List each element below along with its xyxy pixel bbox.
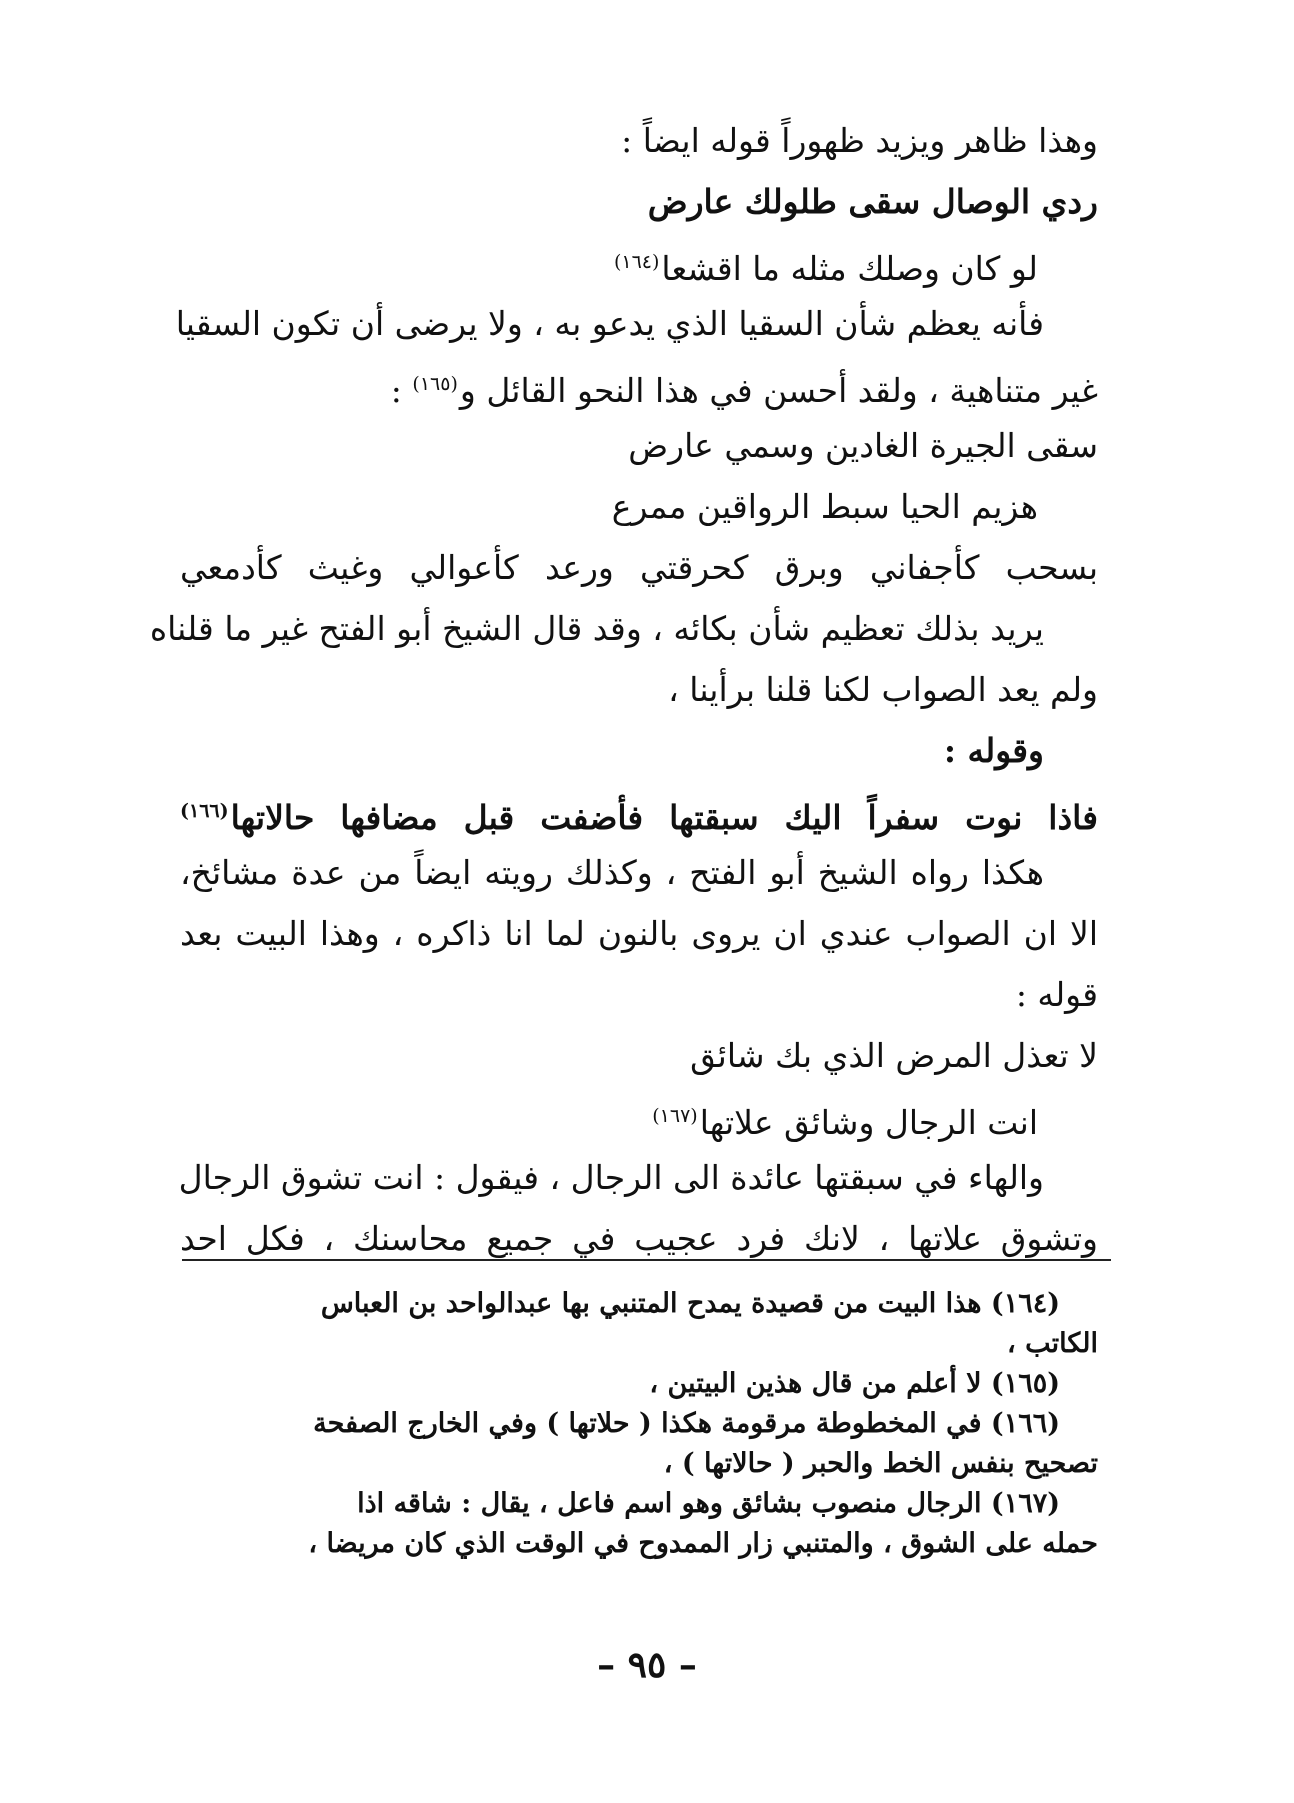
footnote-164-continued: الكاتب ، (1006, 1328, 1098, 1359)
verse-text: فاذا نوت سفراً اليك سبقتها فأضفت قبل مضافها حالاتها (230, 798, 1098, 837)
text-line (180, 354, 1098, 415)
footnote-ref-167: (١٦٧) (652, 1105, 698, 1127)
text-line: يريد بذلك تعظيم شأن بكائه ، وقد قال الشيخ أبو الفتح غير ما قلناه (149, 609, 1044, 648)
footnote-166: (١٦٦) في المخطوطة مرقومة هكذا ( حلاتها ) وفي الخارج الصفحة (313, 1408, 1060, 1439)
text-line: هكذا رواه الشيخ أبو الفتح ، وكذلك رويته ايضاً من عدة مشائخ، (180, 853, 1044, 892)
text-line: وقوله : (943, 731, 1044, 770)
text-line: وهذا ظاهر ويزيد ظهوراً قوله ايضاً : (621, 121, 1098, 160)
footnote-divider (182, 1259, 1111, 1261)
footnote-ref-164: (١٦٤) (613, 251, 660, 273)
footnote-167-continued: حمله على الشوق ، والمتنبي زار الممدوح في الوقت الذي كان مريضا ، (308, 1528, 1098, 1559)
verse-line (180, 232, 1098, 293)
text-span-tail: و (459, 371, 487, 410)
text-span: غير متناهية ، ولقد أحسن في هذا النحو القائل (486, 371, 1098, 410)
text-span-end: : (390, 371, 413, 410)
text-line: ولم يعد الصواب لكنا قلنا برأينا ، (668, 670, 1098, 709)
footnote-164: (١٦٤) هذا البيت من قصيدة يمدح المتنبي بها عبدالواحد بن العباس (320, 1288, 1060, 1319)
footnote-165: (١٦٥) لا أعلم من قال هذين البيتين ، (649, 1368, 1060, 1399)
footnote-166-continued: تصحيح بنفس الخط والحبر ( حالاتها ) ، (663, 1448, 1098, 1479)
footnote-ref-165: (١٦٥) (412, 373, 458, 395)
text-line: وتشوق علاتها ، لانك فرد عجيب في جميع محاسنك ، فكل احد (180, 1219, 1098, 1258)
text-line: الا ان الصواب عندي ان يروى بالنون لما انا ذاكره ، وهذا البيت بعد (180, 914, 1098, 953)
text-line: فأنه يعظم شأن السقيا الذي يدعو به ، ولا يرضى أن تكون السقيا (175, 304, 1044, 343)
verse-line (180, 781, 1098, 842)
verse-line: سقى الجيرة الغادين وسمي عارض (628, 426, 1098, 465)
footnote-ref-166: (١٦٦) (180, 800, 229, 822)
verse-text: انت الرجال وشائق علاتها (699, 1103, 1038, 1142)
main-text (149, 110, 1098, 1269)
footnote-167: (١٦٧) الرجال منصوب بشائق وهو اسم فاعل ، يقال : شاقه اذا (357, 1488, 1060, 1519)
page-number: – ٩٥ – (597, 1644, 697, 1686)
text-line: والهاء في سبقتها عائدة الى الرجال ، فيقول : انت تشوق الرجال (178, 1158, 1044, 1197)
verse-line: ردي الوصال سقى طلولك عارض (647, 182, 1098, 221)
text-line: قوله : (1015, 975, 1098, 1014)
verse-text: لو كان وصلك مثله ما اقشعا (661, 249, 1038, 288)
verse-line: هزيم الحيا سبط الرواقين ممرع (611, 487, 1038, 526)
verse-line: بسحب كأجفاني وبرق كحرقتي ورعد كأعوالي وغيث كأدمعي (180, 548, 1098, 587)
verse-line: لا تعذل المرض الذي بك شائق (690, 1036, 1098, 1075)
verse-line (180, 1086, 1098, 1147)
footnotes (180, 1284, 1098, 1564)
